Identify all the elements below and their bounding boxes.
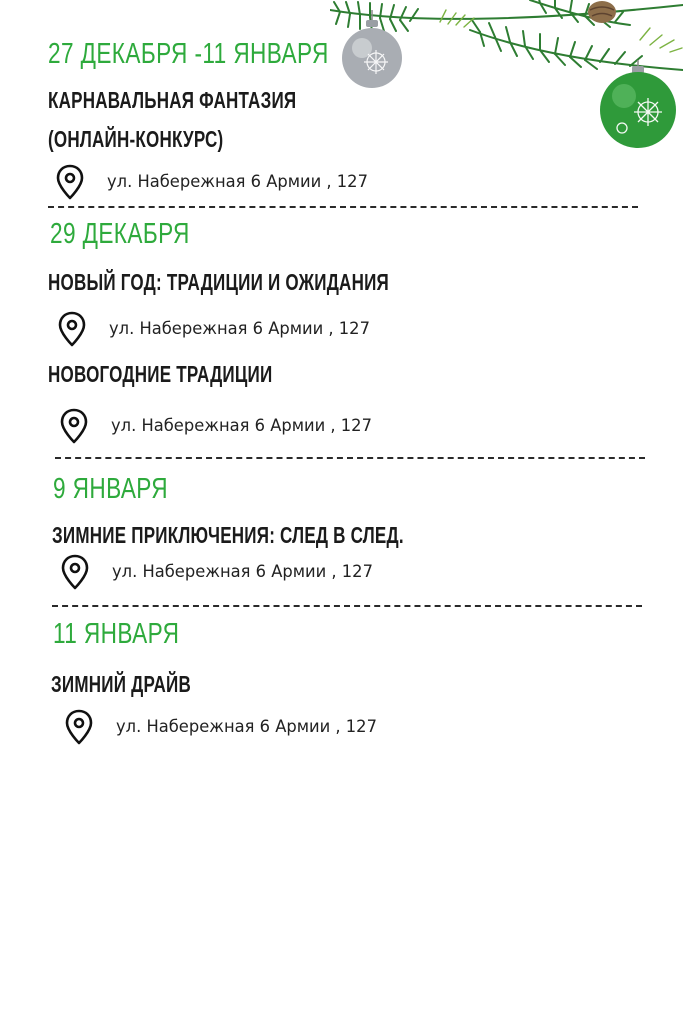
dashed-divider	[55, 457, 645, 459]
event-location	[55, 164, 379, 200]
map-pin-icon	[64, 709, 94, 745]
event-address: ул. Набережная 6 Армии , 127	[111, 416, 372, 436]
event-date: 29 ДЕКАБРЯ	[50, 218, 190, 250]
event-location	[57, 311, 381, 347]
event-title: НОВЫЙ ГОД: ТРАДИЦИИ И ОЖИДАНИЯ	[48, 269, 390, 295]
event-title: ЗИМНИЙ ДРАЙВ	[51, 671, 192, 697]
event-title: ЗИМНИЕ ПРИКЛЮЧЕНИЯ: СЛЕД В СЛЕД.	[52, 522, 404, 548]
event-address: ул. Набережная 6 Армии , 127	[109, 319, 370, 339]
event-subtitle: (ОНЛАЙН-КОНКУРС)	[48, 126, 224, 152]
dashed-divider	[48, 206, 638, 208]
event-location	[64, 709, 388, 745]
event-title: НОВОГОДНИЕ ТРАДИЦИИ	[48, 361, 273, 387]
event-date: 9 ЯНВАРЯ	[53, 473, 169, 505]
event-title: КАРНАВАЛЬНАЯ ФАНТАЗИЯ	[48, 87, 297, 113]
map-pin-icon	[59, 408, 89, 444]
event-date: 11 ЯНВАРЯ	[53, 618, 180, 650]
green-ornament	[600, 60, 676, 148]
map-pin-icon	[60, 554, 90, 590]
dashed-divider	[52, 605, 642, 607]
map-pin-icon	[55, 164, 85, 200]
christmas-decoration	[330, 0, 683, 160]
event-location	[60, 554, 384, 590]
event-address: ул. Набережная 6 Армии , 127	[116, 717, 377, 737]
event-address: ул. Набережная 6 Армии , 127	[107, 172, 368, 192]
silver-ornament	[342, 10, 402, 88]
event-address: ул. Набережная 6 Армии , 127	[112, 562, 373, 582]
map-pin-icon	[57, 311, 87, 347]
event-date: 27 ДЕКАБРЯ -11 ЯНВАРЯ	[48, 38, 329, 70]
event-location	[59, 408, 383, 444]
pine-cone	[588, 1, 616, 23]
